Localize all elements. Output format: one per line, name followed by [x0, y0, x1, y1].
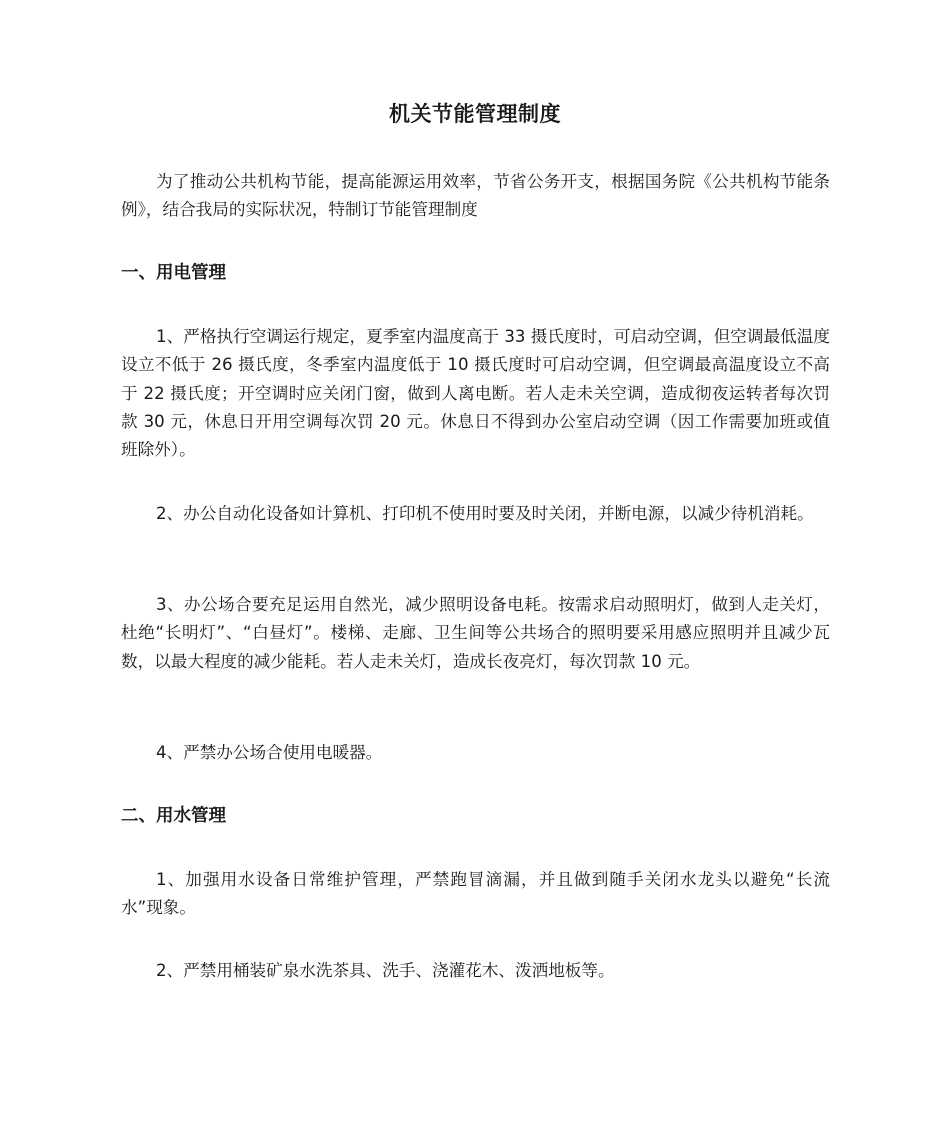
document-title: 机关节能管理制度	[389, 102, 561, 126]
intro-paragraph: 为了推动公共机构节能，提高能源运用效率，节省公务开支，根据国务院《公共机构节能条例》，结合我局的实际状况，特制订节能管理制度	[121, 172, 830, 220]
section-heading-electricity: 一、用电管理	[121, 263, 226, 283]
electricity-item-3: 3、办公场合要充足运用自然光，减少照明设备电耗。按需求启动照明灯，做到人走关灯，杜绝“长明灯”、“白昼灯”。楼梯、走廊、卫生间等公共场合的照明要采用感应照明并且减少瓦数，以最大程度的减少能耗。若人走未关灯，造成长夜亮灯，每次罚款 10 元。	[121, 595, 830, 671]
section-heading-water: 二、用水管理	[121, 806, 226, 826]
electricity-item-4: 4、严禁办公场合使用电暖器。	[156, 743, 383, 762]
electricity-item-2: 2、办公自动化设备如计算机、打印机不使用时要及时关闭，并断电源，以减少待机消耗。	[156, 504, 814, 523]
water-item-1: 1、加强用水设备日常维护管理，严禁跑冒滴漏，并且做到随手关闭水龙头以避免“长流水”现象。	[121, 870, 830, 918]
water-item-2: 2、严禁用桶装矿泉水洗茶具、洗手、浇灌花木、泼洒地板等。	[156, 961, 615, 980]
electricity-item-1: 1、严格执行空调运行规定，夏季室内温度高于 33 摄氏度时，可启动空调，但空调最低温度设立不低于 26 摄氏度，冬季室内温度低于 10 摄氏度时可启动空调，但空调最高温度设立不高于 22 摄氏度；开空调时应关闭门窗，做到人离电断。若人走未关空调，造成彻夜运转者每次罚款 30 元，休息日开用空调每次罚 20 元。休息日不得到办公室启动空调（因工作需要加班或值班除外）。	[121, 327, 830, 460]
